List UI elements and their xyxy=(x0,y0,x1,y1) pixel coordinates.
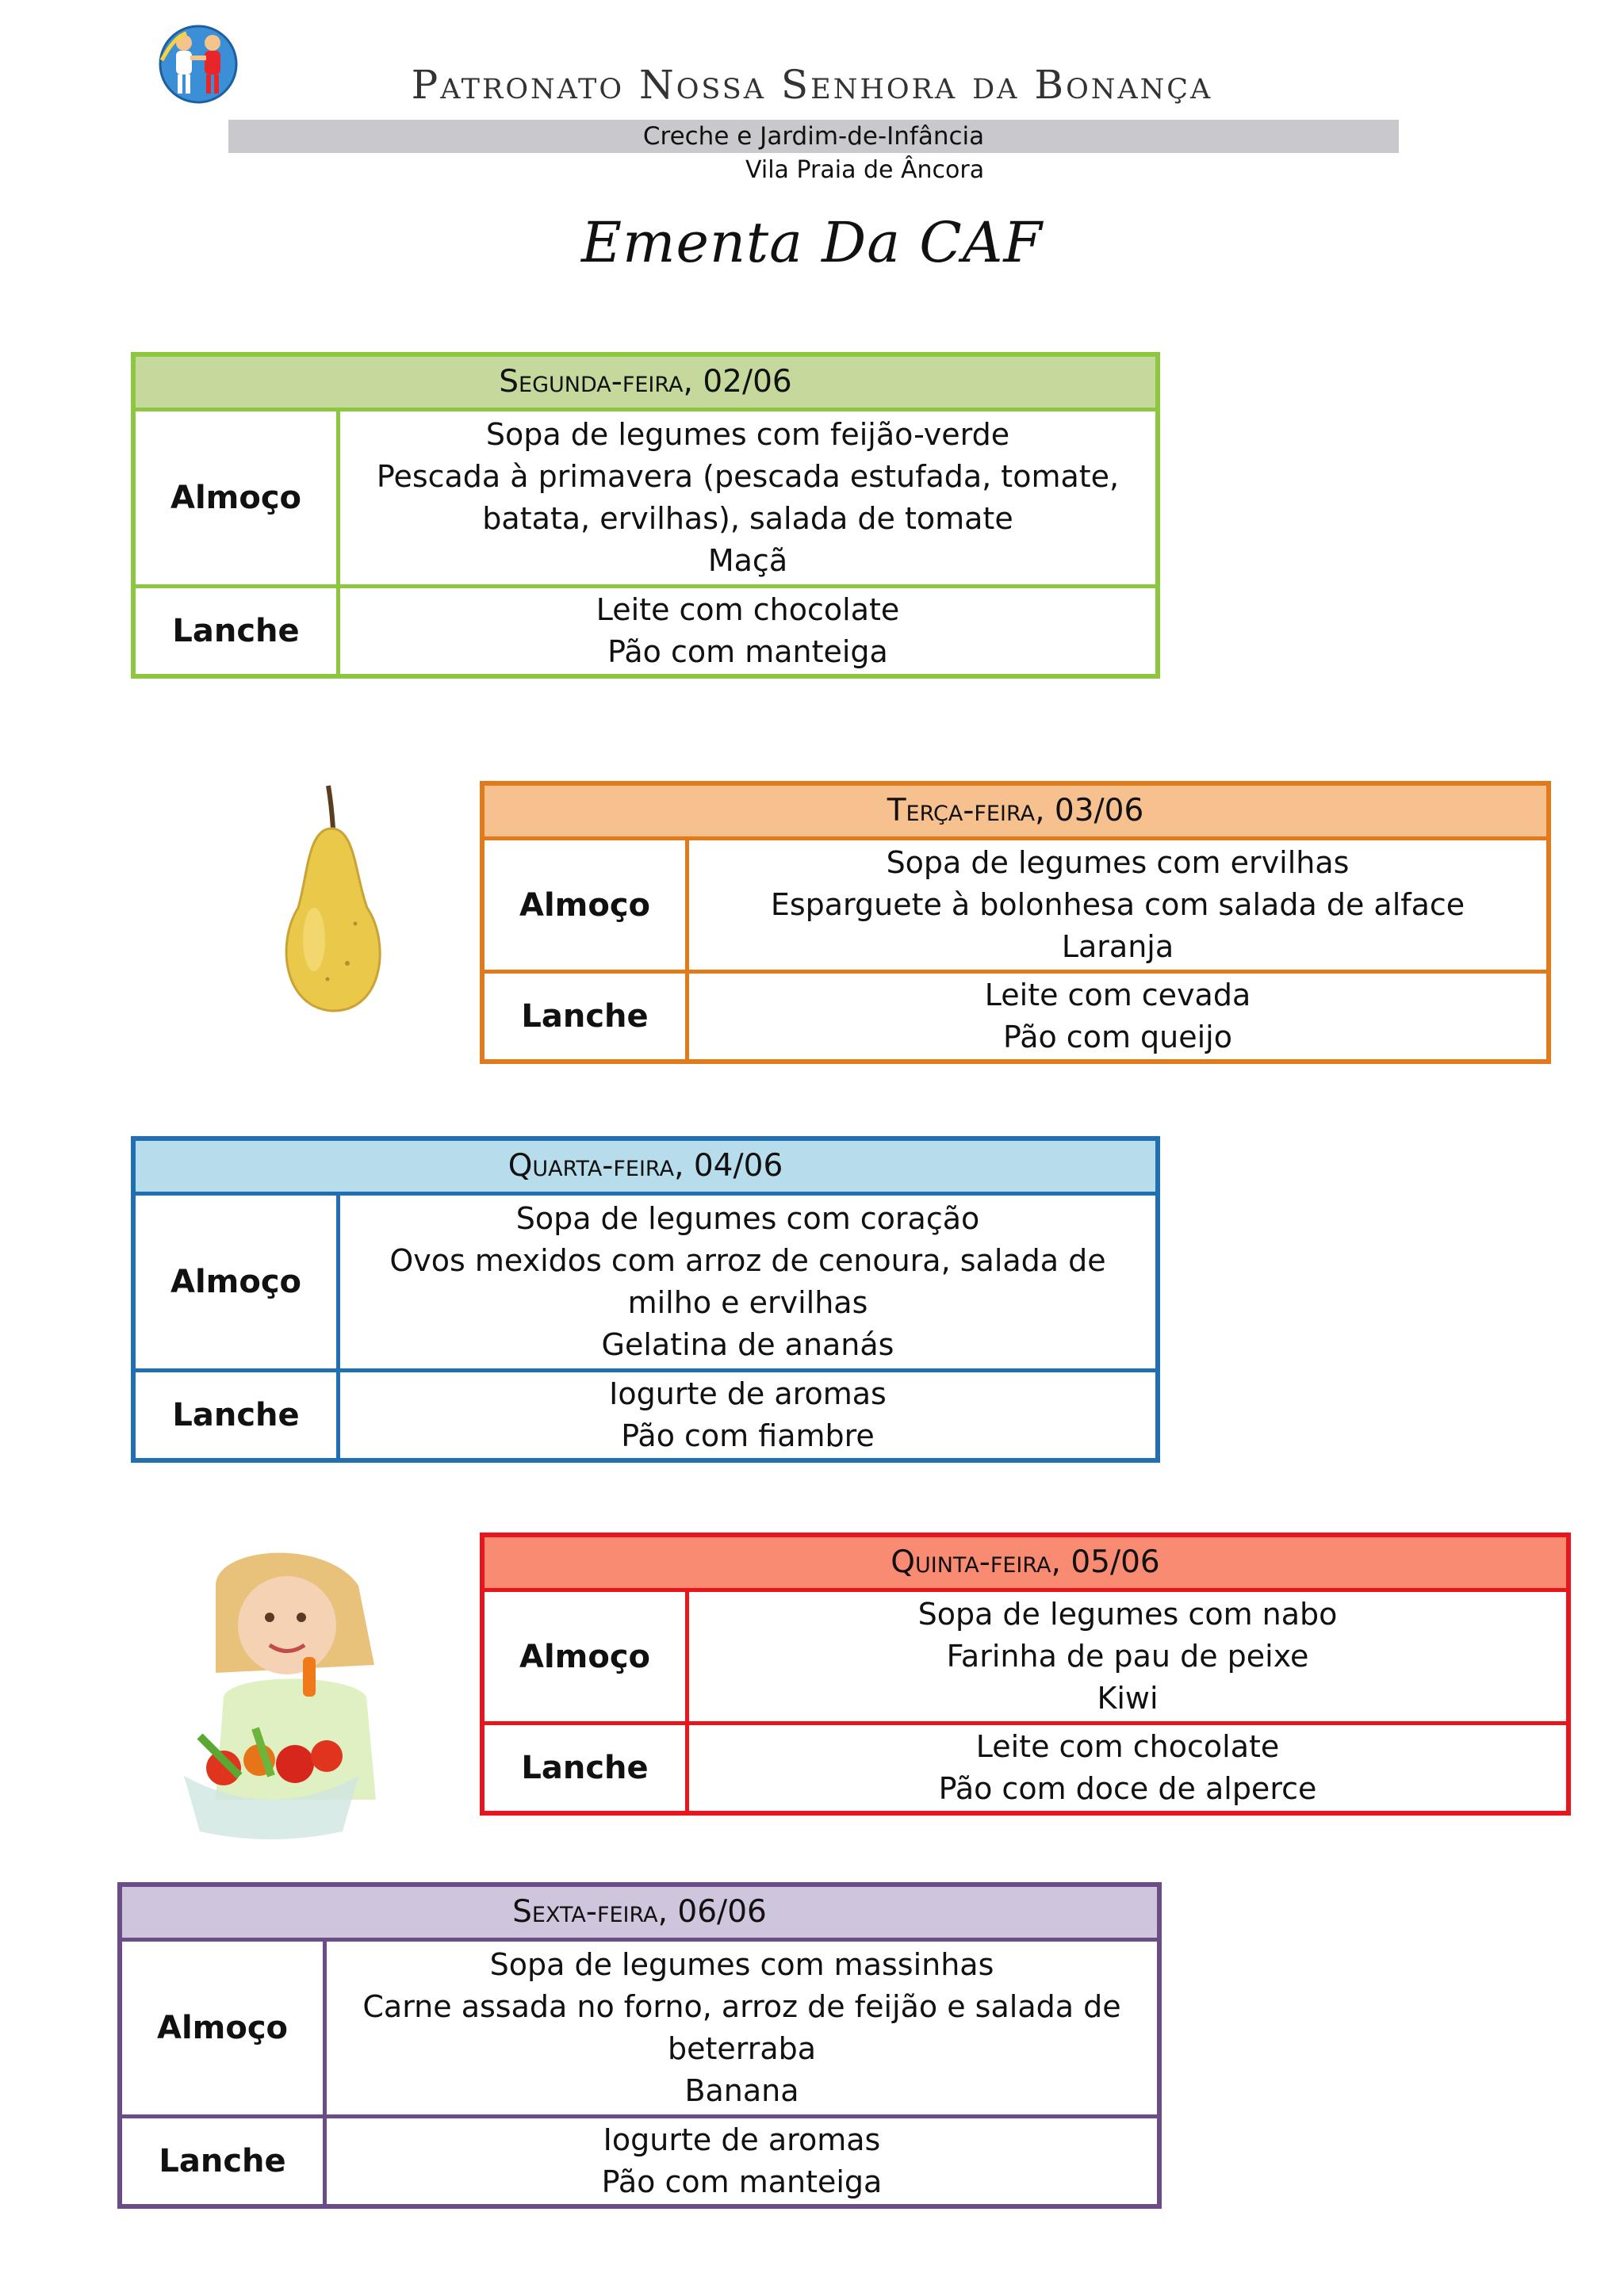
snack-items xyxy=(689,1725,1566,1811)
day-heading: Terça-feira, 03/06 xyxy=(485,786,1546,840)
lunch-item: Laranja xyxy=(1061,929,1174,964)
snack-label: Lanche xyxy=(122,2118,327,2204)
lunch-item: Sopa de legumes com nabo xyxy=(917,1597,1338,1632)
lunch-label: Almoço xyxy=(136,1196,340,1368)
snack-label: Lanche xyxy=(485,974,689,1059)
day-block-tuesday xyxy=(480,781,1551,1064)
lunch-item: Sopa de legumes com feijão-verde xyxy=(485,417,1010,452)
day-heading: Segunda-feira, 02/06 xyxy=(136,357,1155,411)
lunch-item: Ovos mexidos com arroz de cenoura, salada de milho e ervilhas xyxy=(389,1243,1106,1320)
snack-item: Pão com manteiga xyxy=(601,2164,883,2199)
snack-items xyxy=(340,1372,1155,1458)
lunch-item: Farinha de pau de peixe xyxy=(946,1639,1309,1674)
day-heading: Quarta-feira, 04/06 xyxy=(136,1141,1155,1196)
lunch-item: Gelatina de ananás xyxy=(601,1327,894,1362)
lunch-items xyxy=(327,1942,1157,2114)
lunch-label: Almoço xyxy=(122,1942,327,2114)
lunch-item: Esparguete à bolonhesa com salada de alface xyxy=(770,887,1465,922)
lunch-item: Kiwi xyxy=(1097,1681,1159,1716)
page-title: Ementa Da CAF xyxy=(581,210,1043,275)
lunch-item: Sopa de legumes com coração xyxy=(515,1201,980,1236)
lunch-item: Pescada à primavera (pescada estufada, tomate, batata, ervilhas), salada de tomate xyxy=(376,459,1120,536)
snack-item: Pão com fiambre xyxy=(621,1418,875,1453)
snack-item: Iogurte de aromas xyxy=(603,2122,881,2157)
snack-label: Lanche xyxy=(485,1725,689,1811)
snack-label: Lanche xyxy=(136,588,340,674)
school-subtitle: Creche e Jardim-de-Infância xyxy=(642,122,985,151)
day-heading: Sexta-feira, 06/06 xyxy=(122,1887,1157,1942)
snack-label: Lanche xyxy=(136,1372,340,1458)
lunch-items xyxy=(340,411,1155,584)
lunch-items xyxy=(689,1592,1566,1721)
day-heading: Quinta-feira, 05/06 xyxy=(485,1537,1566,1592)
lunch-items xyxy=(689,840,1546,970)
day-block-monday xyxy=(131,352,1160,679)
lunch-label: Almoço xyxy=(136,411,340,584)
lunch-item: Sopa de legumes com massinhas xyxy=(489,1947,994,1982)
day-block-thursday xyxy=(480,1533,1571,1816)
child-with-vegetables-image xyxy=(168,1538,384,1843)
snack-items xyxy=(689,974,1546,1059)
snack-items xyxy=(340,588,1155,674)
lunch-label: Almoço xyxy=(485,840,689,970)
lunch-item: Sopa de legumes com ervilhas xyxy=(886,845,1350,880)
snack-item: Leite com chocolate xyxy=(975,1729,1280,1764)
pear-image xyxy=(252,781,411,1019)
snack-item: Leite com chocolate xyxy=(596,592,900,627)
snack-item: Iogurte de aromas xyxy=(609,1376,887,1411)
snack-item: Pão com doce de alperce xyxy=(938,1771,1317,1806)
snack-item: Pão com queijo xyxy=(1002,1020,1232,1054)
snack-items xyxy=(327,2118,1157,2204)
snack-item: Leite com cevada xyxy=(984,978,1251,1012)
day-block-friday xyxy=(117,1882,1162,2209)
lunch-item: Carne assada no forno, arroz de feijão e salada de beterraba xyxy=(362,1989,1121,2066)
lunch-label: Almoço xyxy=(485,1592,689,1721)
snack-item: Pão com manteiga xyxy=(607,634,888,669)
lunch-items xyxy=(340,1196,1155,1368)
lunch-item: Maçã xyxy=(707,543,788,578)
day-block-wednesday xyxy=(131,1136,1160,1463)
lunch-item: Banana xyxy=(684,2073,799,2108)
organization-name: Patronato Nossa Senhora da Bonança xyxy=(411,62,1213,108)
location: Vila Praia de Âncora xyxy=(745,156,985,184)
